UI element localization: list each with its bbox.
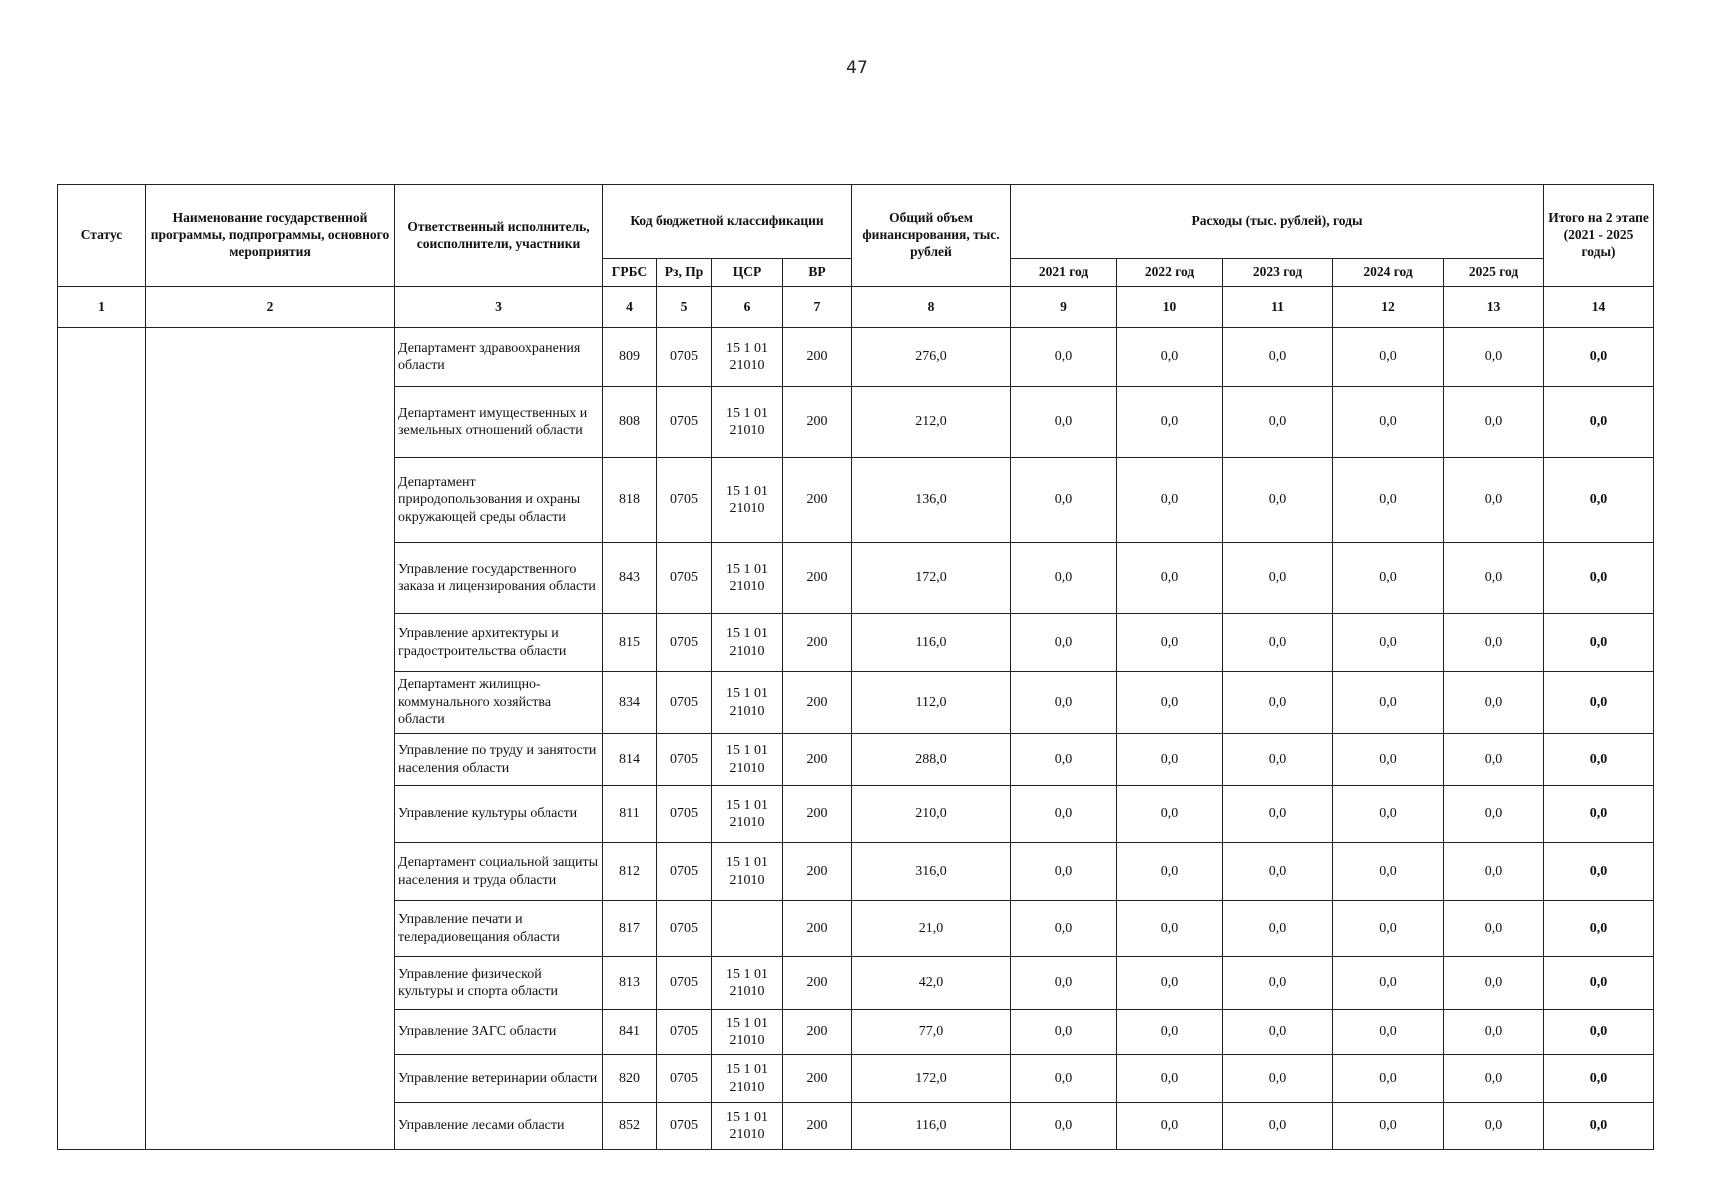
column-number: 14 <box>1544 287 1654 328</box>
vr-cell: 200 <box>783 458 852 543</box>
rz-pr-cell: 0705 <box>657 786 712 843</box>
year-2025-cell: 0,0 <box>1444 614 1544 672</box>
year-2024-cell: 0,0 <box>1333 1010 1444 1055</box>
vr-cell: 200 <box>783 1010 852 1055</box>
header-program-name: Наименование государственной программы, подпрограммы, основного мероприятия <box>146 185 395 287</box>
stage-total-cell: 0,0 <box>1544 458 1654 543</box>
year-2022-cell: 0,0 <box>1117 328 1223 387</box>
vr-cell: 200 <box>783 387 852 458</box>
stage-total-cell: 0,0 <box>1544 328 1654 387</box>
vr-cell: 200 <box>783 786 852 843</box>
csr-cell: 15 1 01 21010 <box>712 734 783 786</box>
year-2025-cell: 0,0 <box>1444 1055 1544 1103</box>
year-2024-cell: 0,0 <box>1333 543 1444 614</box>
rz-pr-cell: 0705 <box>657 1055 712 1103</box>
status-cell <box>58 328 146 1150</box>
year-2024-cell: 0,0 <box>1333 957 1444 1010</box>
executor-cell: Департамент жилищно-коммунального хозяйства области <box>395 672 603 734</box>
executor-cell: Управление архитектуры и градостроительства области <box>395 614 603 672</box>
total-cell: 210,0 <box>852 786 1011 843</box>
year-2024-cell: 0,0 <box>1333 734 1444 786</box>
year-2024-cell: 0,0 <box>1333 458 1444 543</box>
grbs-cell: 841 <box>603 1010 657 1055</box>
stage-total-cell: 0,0 <box>1544 614 1654 672</box>
year-2022-cell: 0,0 <box>1117 543 1223 614</box>
vr-cell: 200 <box>783 672 852 734</box>
grbs-cell: 811 <box>603 786 657 843</box>
year-2024-cell: 0,0 <box>1333 387 1444 458</box>
rz-pr-cell: 0705 <box>657 328 712 387</box>
year-2022-cell: 0,0 <box>1117 672 1223 734</box>
column-number-row <box>58 287 1654 328</box>
grbs-cell: 814 <box>603 734 657 786</box>
column-number: 6 <box>712 287 783 328</box>
grbs-cell: 812 <box>603 843 657 901</box>
year-2022-cell: 0,0 <box>1117 957 1223 1010</box>
stage-total-cell: 0,0 <box>1544 387 1654 458</box>
rz-pr-cell: 0705 <box>657 543 712 614</box>
executor-cell: Управление печати и телерадиовещания области <box>395 901 603 957</box>
csr-cell: 15 1 01 21010 <box>712 543 783 614</box>
year-2024-cell: 0,0 <box>1333 1055 1444 1103</box>
csr-cell: 15 1 01 21010 <box>712 387 783 458</box>
stage-total-cell: 0,0 <box>1544 786 1654 843</box>
year-2022-cell: 0,0 <box>1117 843 1223 901</box>
year-2025-cell: 0,0 <box>1444 734 1544 786</box>
year-2025-cell: 0,0 <box>1444 1010 1544 1055</box>
csr-cell: 15 1 01 21010 <box>712 843 783 901</box>
grbs-cell: 852 <box>603 1103 657 1150</box>
header-year-2022: 2022 год <box>1117 259 1223 287</box>
header-grbs: ГРБС <box>603 259 657 287</box>
year-2023-cell: 0,0 <box>1223 543 1333 614</box>
year-2024-cell: 0,0 <box>1333 328 1444 387</box>
year-2023-cell: 0,0 <box>1223 1103 1333 1150</box>
column-number: 10 <box>1117 287 1223 328</box>
year-2021-cell: 0,0 <box>1011 1010 1117 1055</box>
header-rz-pr: Рз, Пр <box>657 259 712 287</box>
year-2022-cell: 0,0 <box>1117 614 1223 672</box>
year-2023-cell: 0,0 <box>1223 328 1333 387</box>
year-2022-cell: 0,0 <box>1117 901 1223 957</box>
header-year-2023: 2023 год <box>1223 259 1333 287</box>
grbs-cell: 834 <box>603 672 657 734</box>
column-number: 11 <box>1223 287 1333 328</box>
header-total-financing: Общий объем финансирования, тыс. рублей <box>852 185 1011 287</box>
year-2021-cell: 0,0 <box>1011 328 1117 387</box>
year-2025-cell: 0,0 <box>1444 957 1544 1010</box>
rz-pr-cell: 0705 <box>657 458 712 543</box>
executor-cell: Департамент природопользования и охраны окружающей среды области <box>395 458 603 543</box>
header-executor: Ответственный исполнитель, соисполнители, участники <box>395 185 603 287</box>
column-number: 9 <box>1011 287 1117 328</box>
year-2022-cell: 0,0 <box>1117 1055 1223 1103</box>
year-2025-cell: 0,0 <box>1444 543 1544 614</box>
year-2022-cell: 0,0 <box>1117 387 1223 458</box>
header-expenses: Расходы (тыс. рублей), годы <box>1011 185 1544 259</box>
vr-cell: 200 <box>783 1055 852 1103</box>
total-cell: 42,0 <box>852 957 1011 1010</box>
column-number: 5 <box>657 287 712 328</box>
executor-cell: Управление ЗАГС области <box>395 1010 603 1055</box>
year-2022-cell: 0,0 <box>1117 458 1223 543</box>
vr-cell: 200 <box>783 543 852 614</box>
year-2022-cell: 0,0 <box>1117 1010 1223 1055</box>
year-2021-cell: 0,0 <box>1011 543 1117 614</box>
year-2025-cell: 0,0 <box>1444 328 1544 387</box>
year-2024-cell: 0,0 <box>1333 786 1444 843</box>
year-2021-cell: 0,0 <box>1011 458 1117 543</box>
column-number: 2 <box>146 287 395 328</box>
column-number: 4 <box>603 287 657 328</box>
vr-cell: 200 <box>783 1103 852 1150</box>
csr-cell: 15 1 01 21010 <box>712 458 783 543</box>
vr-cell: 200 <box>783 328 852 387</box>
program-name-cell <box>146 328 395 1150</box>
column-number: 13 <box>1444 287 1544 328</box>
executor-cell: Департамент социальной защиты населения и труда области <box>395 843 603 901</box>
stage-total-cell: 0,0 <box>1544 1055 1654 1103</box>
stage-total-cell: 0,0 <box>1544 957 1654 1010</box>
column-number: 8 <box>852 287 1011 328</box>
stage-total-cell: 0,0 <box>1544 843 1654 901</box>
grbs-cell: 808 <box>603 387 657 458</box>
total-cell: 316,0 <box>852 843 1011 901</box>
year-2021-cell: 0,0 <box>1011 672 1117 734</box>
total-cell: 136,0 <box>852 458 1011 543</box>
executor-cell: Управление по труду и занятости населения области <box>395 734 603 786</box>
year-2023-cell: 0,0 <box>1223 1055 1333 1103</box>
grbs-cell: 809 <box>603 328 657 387</box>
year-2023-cell: 0,0 <box>1223 843 1333 901</box>
stage-total-cell: 0,0 <box>1544 901 1654 957</box>
page-number: 47 <box>846 58 868 78</box>
csr-cell: 15 1 01 21010 <box>712 672 783 734</box>
budget-table <box>57 184 1654 1150</box>
total-cell: 112,0 <box>852 672 1011 734</box>
grbs-cell: 820 <box>603 1055 657 1103</box>
header-year-2025: 2025 год <box>1444 259 1544 287</box>
rz-pr-cell: 0705 <box>657 734 712 786</box>
year-2024-cell: 0,0 <box>1333 901 1444 957</box>
rz-pr-cell: 0705 <box>657 957 712 1010</box>
header-vr: ВР <box>783 259 852 287</box>
header-csr: ЦСР <box>712 259 783 287</box>
executor-cell: Управление лесами области <box>395 1103 603 1150</box>
grbs-cell: 813 <box>603 957 657 1010</box>
rz-pr-cell: 0705 <box>657 1010 712 1055</box>
csr-cell: 15 1 01 21010 <box>712 957 783 1010</box>
column-number: 1 <box>58 287 146 328</box>
executor-cell: Департамент здравоохранения области <box>395 328 603 387</box>
stage-total-cell: 0,0 <box>1544 1103 1654 1150</box>
header-year-2021: 2021 год <box>1011 259 1117 287</box>
executor-cell: Департамент имущественных и земельных отношений области <box>395 387 603 458</box>
csr-cell: 15 1 01 21010 <box>712 786 783 843</box>
total-cell: 77,0 <box>852 1010 1011 1055</box>
rz-pr-cell: 0705 <box>657 901 712 957</box>
year-2023-cell: 0,0 <box>1223 672 1333 734</box>
stage-total-cell: 0,0 <box>1544 1010 1654 1055</box>
year-2021-cell: 0,0 <box>1011 957 1117 1010</box>
header-budget-code: Код бюджетной классификации <box>603 185 852 259</box>
year-2022-cell: 0,0 <box>1117 734 1223 786</box>
table-row <box>58 328 1654 387</box>
year-2022-cell: 0,0 <box>1117 1103 1223 1150</box>
vr-cell: 200 <box>783 843 852 901</box>
year-2025-cell: 0,0 <box>1444 901 1544 957</box>
csr-cell <box>712 901 783 957</box>
csr-cell: 15 1 01 21010 <box>712 328 783 387</box>
vr-cell: 200 <box>783 614 852 672</box>
year-2023-cell: 0,0 <box>1223 957 1333 1010</box>
year-2021-cell: 0,0 <box>1011 1103 1117 1150</box>
stage-total-cell: 0,0 <box>1544 734 1654 786</box>
stage-total-cell: 0,0 <box>1544 543 1654 614</box>
header-year-2024: 2024 год <box>1333 259 1444 287</box>
year-2023-cell: 0,0 <box>1223 614 1333 672</box>
year-2021-cell: 0,0 <box>1011 387 1117 458</box>
year-2023-cell: 0,0 <box>1223 786 1333 843</box>
header-stage-total: Итого на 2 этапе (2021 - 2025 годы) <box>1544 185 1654 287</box>
total-cell: 172,0 <box>852 1055 1011 1103</box>
year-2025-cell: 0,0 <box>1444 786 1544 843</box>
year-2025-cell: 0,0 <box>1444 458 1544 543</box>
rz-pr-cell: 0705 <box>657 1103 712 1150</box>
year-2021-cell: 0,0 <box>1011 786 1117 843</box>
executor-cell: Управление культуры области <box>395 786 603 843</box>
rz-pr-cell: 0705 <box>657 387 712 458</box>
year-2021-cell: 0,0 <box>1011 734 1117 786</box>
csr-cell: 15 1 01 21010 <box>712 1055 783 1103</box>
year-2025-cell: 0,0 <box>1444 387 1544 458</box>
executor-cell: Управление физической культуры и спорта области <box>395 957 603 1010</box>
vr-cell: 200 <box>783 957 852 1010</box>
year-2025-cell: 0,0 <box>1444 672 1544 734</box>
rz-pr-cell: 0705 <box>657 672 712 734</box>
year-2022-cell: 0,0 <box>1117 786 1223 843</box>
year-2021-cell: 0,0 <box>1011 843 1117 901</box>
column-number: 7 <box>783 287 852 328</box>
year-2023-cell: 0,0 <box>1223 1010 1333 1055</box>
year-2025-cell: 0,0 <box>1444 1103 1544 1150</box>
column-number: 3 <box>395 287 603 328</box>
total-cell: 172,0 <box>852 543 1011 614</box>
column-number: 12 <box>1333 287 1444 328</box>
rz-pr-cell: 0705 <box>657 614 712 672</box>
total-cell: 276,0 <box>852 328 1011 387</box>
grbs-cell: 843 <box>603 543 657 614</box>
year-2021-cell: 0,0 <box>1011 1055 1117 1103</box>
total-cell: 212,0 <box>852 387 1011 458</box>
grbs-cell: 815 <box>603 614 657 672</box>
total-cell: 288,0 <box>852 734 1011 786</box>
stage-total-cell: 0,0 <box>1544 672 1654 734</box>
year-2023-cell: 0,0 <box>1223 734 1333 786</box>
year-2023-cell: 0,0 <box>1223 387 1333 458</box>
csr-cell: 15 1 01 21010 <box>712 1010 783 1055</box>
year-2023-cell: 0,0 <box>1223 901 1333 957</box>
total-cell: 21,0 <box>852 901 1011 957</box>
total-cell: 116,0 <box>852 614 1011 672</box>
vr-cell: 200 <box>783 734 852 786</box>
year-2024-cell: 0,0 <box>1333 672 1444 734</box>
csr-cell: 15 1 01 21010 <box>712 614 783 672</box>
year-2021-cell: 0,0 <box>1011 614 1117 672</box>
year-2023-cell: 0,0 <box>1223 458 1333 543</box>
year-2021-cell: 0,0 <box>1011 901 1117 957</box>
year-2024-cell: 0,0 <box>1333 1103 1444 1150</box>
header-status: Статус <box>58 185 146 287</box>
total-cell: 116,0 <box>852 1103 1011 1150</box>
csr-cell: 15 1 01 21010 <box>712 1103 783 1150</box>
grbs-cell: 818 <box>603 458 657 543</box>
vr-cell: 200 <box>783 901 852 957</box>
executor-cell: Управление государственного заказа и лицензирования области <box>395 543 603 614</box>
year-2024-cell: 0,0 <box>1333 843 1444 901</box>
year-2024-cell: 0,0 <box>1333 614 1444 672</box>
grbs-cell: 817 <box>603 901 657 957</box>
year-2025-cell: 0,0 <box>1444 843 1544 901</box>
rz-pr-cell: 0705 <box>657 843 712 901</box>
executor-cell: Управление ветеринарии области <box>395 1055 603 1103</box>
